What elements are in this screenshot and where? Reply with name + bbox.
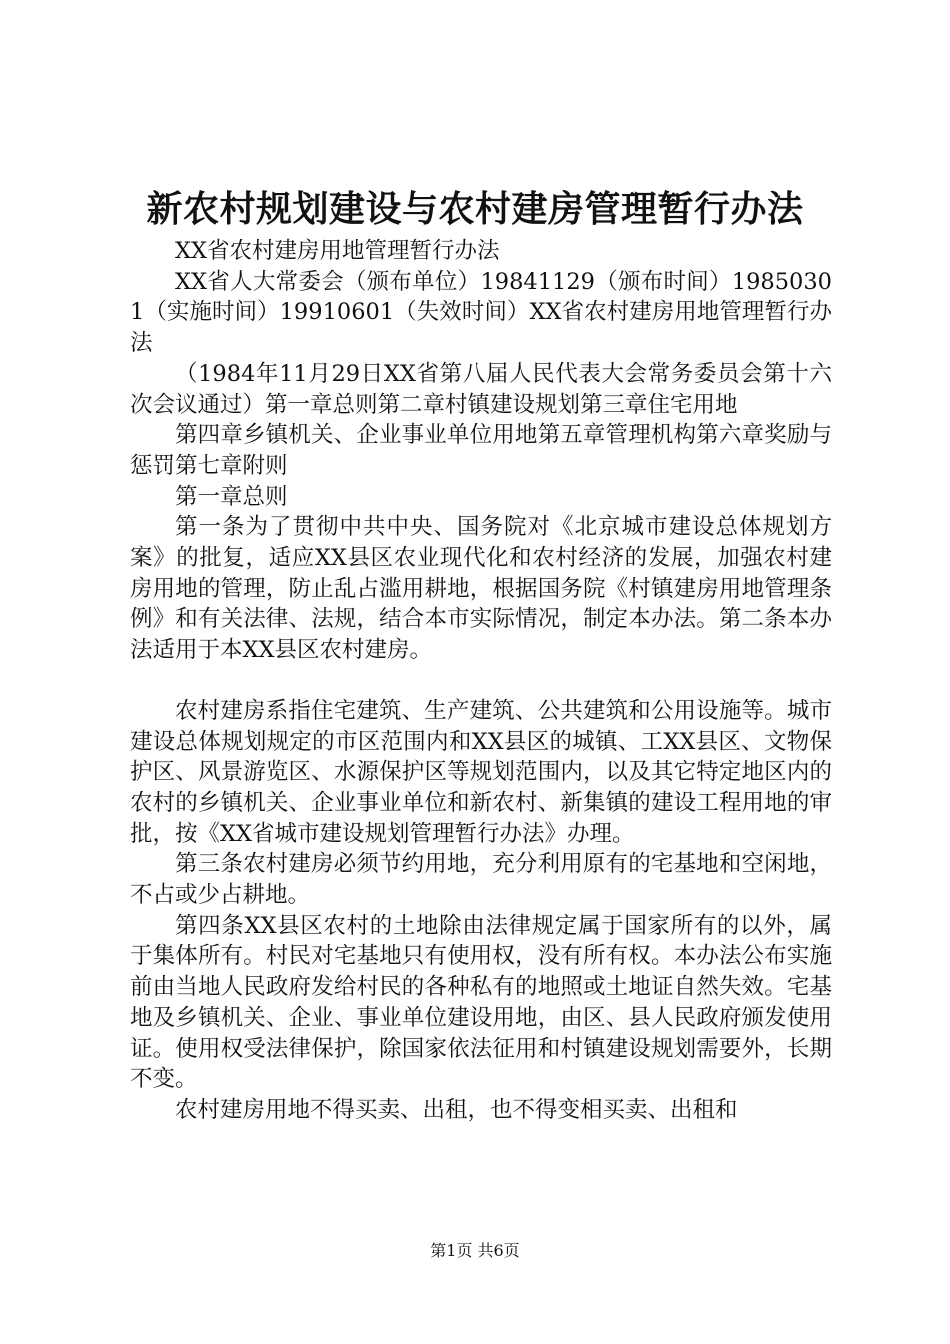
- paragraph-4: 第四章乡镇机关、企业事业单位用地第五章管理机构第六章奖励与惩罚第七章附则: [130, 422, 832, 479]
- document-body: [130, 236, 832, 1126]
- paragraph-8: 第三条农村建房必须节约用地，充分利用原有的宅基地和空闲地，不占或少占耕地。: [130, 851, 832, 909]
- document-title: 新农村规划建设与农村建房管理暂行办法: [146, 188, 804, 230]
- paragraph-3: （1984年11月29日XX省第八届人民代表大会常务委员会第十六次会议通过）第一章总则第二章村镇建设规划第三章住宅用地: [130, 360, 832, 418]
- paragraph-9: 第四条XX县区农村的土地除由法律规定属于国家所有的以外，属于集体所有。村民对宅基地只有使用权，没有所有权。本办法公布实施前由当地人民政府发给村民的各种私有的地照或土地证自然失效。宅基地及乡镇机关、企业、事业单位建设用地，由区、县人民政府颁发使用证。使用权受法律保护，除国家依法征用和村镇建设规划需要外，长期不变。: [130, 912, 832, 1093]
- paragraph-5: 第一章总则: [175, 483, 288, 510]
- paragraph-2: XX省人大常委会（颁布单位）19841129（颁布时间）19850301（实施时间）19910601（失效时间）XX省农村建房用地管理暂行办法: [130, 268, 832, 357]
- page-footer: 第1页 共6页: [430, 1241, 520, 1260]
- paragraph-6: 第一条为了贯彻中共中央、国务院对《北京城市建设总体规划方案》的批复，适应XX县区农业现代化和农村经济的发展，加强农村建房用地的管理，防止乱占滥用耕地，根据国务院《村镇建房用地管理条例》和有关法律、法规，结合本市实际情况，制定本办法。第二条本办法适用于本XX县区农村建房。: [130, 514, 832, 664]
- paragraph-7: 农村建房系指住宅建筑、生产建筑、公共建筑和公用设施等。城市建设总体规划规定的市区范围内和XX县区的城镇、工XX县区、文物保护区、风景游览区、水源保护区等规划范围内，以及其它特定地区内的农村的乡镇机关、企业事业单位和新农村、新集镇的建设工程用地的审批，按《XX省城市建设规划管理暂行办法》办理。: [130, 697, 832, 847]
- paragraph-1: XX省农村建房用地管理暂行办法: [175, 238, 500, 264]
- paragraph-10: 农村建房用地不得买卖、出租，也不得变相买卖、出租和: [175, 1096, 738, 1123]
